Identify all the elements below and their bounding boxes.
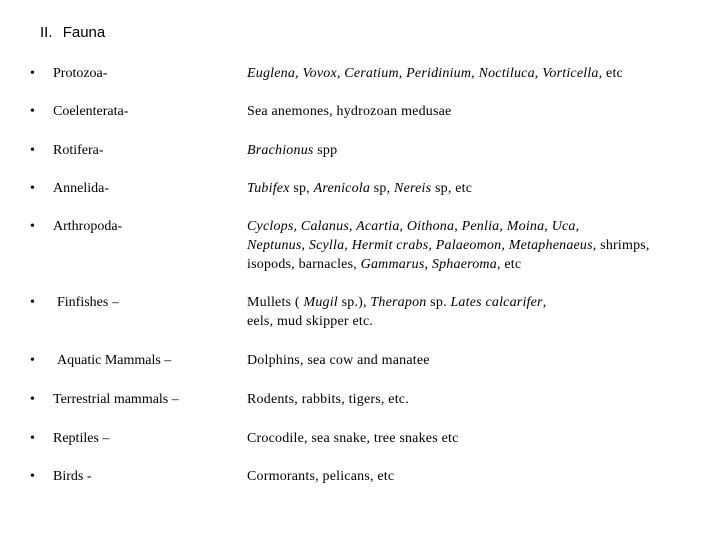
species-name: Lates calcarifer [450,295,543,310]
example-text: Sea anemones, hydrozoan medusae [247,104,452,119]
taxon-examples [247,390,707,409]
taxon-group: Coelenterata- [53,104,129,119]
example-line [247,255,707,274]
species-name: Sphaeroma [431,257,497,272]
species-name: Arenicola [313,181,371,196]
example-text: Cormorants, pelicans, etc [247,469,395,484]
taxon-examples [247,217,707,274]
example-line [247,429,707,448]
example-line [247,217,707,236]
example-line [247,102,707,121]
species-name: Cyclops, Calanus, Acartia, Oithona, Penlia, Moina, Uca, [247,219,580,234]
example-text: , [424,257,432,272]
taxon-group: Birds - [53,469,92,484]
species-name: Tubifex [247,181,290,196]
example-text: , etc [496,257,522,272]
bullet-icon: • [30,295,35,310]
taxon-group: Terrestrial mammals – [53,392,179,407]
taxon-group: Finfishes – [57,295,119,310]
example-text: , [542,295,547,310]
example-line [247,312,707,331]
species-name: Mugil [303,295,338,310]
example-text: sp, [289,181,314,196]
species-name: Nereis [394,181,432,196]
example-text: Mullets ( [247,295,304,310]
bullet-icon: • [30,392,35,407]
taxon-examples [247,64,707,83]
example-text: sp. [426,295,451,310]
example-text: eels, mud skipper etc. [247,314,374,329]
species-name: Euglena, Vovox, Ceratium, Peridinium, Noctiluca, Vorticella, [247,66,603,81]
section-title: Fauna [62,24,106,41]
taxon-group: Protozoa- [53,66,108,81]
taxon-examples [247,179,707,198]
taxon-examples [247,102,707,121]
example-text: etc [602,66,623,81]
taxon-examples [247,467,707,486]
example-line [247,64,707,83]
example-text: sp, [370,181,395,196]
bullet-icon: • [30,143,35,158]
bullet-icon: • [30,431,35,446]
species-name: Neptunus, Scylla, Hermit crabs, Palaeomon, Metaphenaeus, [247,238,597,253]
bullet-icon: • [30,181,35,196]
taxon-examples [247,293,707,331]
species-name: Gammarus [360,257,425,272]
bullet-icon: • [30,104,35,119]
taxon-group: Aquatic Mammals – [57,353,172,368]
taxon-group: Rotifera- [53,143,104,158]
section-number: II. [40,24,53,41]
example-line [247,179,707,198]
example-line [247,390,707,409]
bullet-icon: • [30,219,35,234]
example-line [247,293,707,312]
species-name: Therapon [370,295,427,310]
example-text: Rodents, rabbits, tigers, etc. [247,392,409,407]
example-text: Crocodile, sea snake, tree snakes etc [247,431,459,446]
taxon-group: Annelida- [53,181,109,196]
taxon-examples [247,141,707,160]
taxon-group: Reptiles – [53,431,110,446]
taxon-group: Arthropoda- [53,219,123,234]
section-heading [40,24,105,42]
taxon-examples [247,429,707,448]
example-text: sp, etc [431,181,473,196]
example-text: shrimps, [596,238,650,253]
example-text: sp.), [337,295,371,310]
example-text: isopods, barnacles, [247,257,361,272]
example-line [247,467,707,486]
example-line [247,141,707,160]
taxon-examples [247,351,707,370]
example-text: Dolphins, sea cow and manatee [247,353,430,368]
bullet-icon: • [30,353,35,368]
example-text: spp [313,143,338,158]
species-name: Brachionus [247,143,314,158]
bullet-icon: • [30,66,35,81]
example-line [247,351,707,370]
bullet-icon: • [30,469,35,484]
example-line [247,236,707,255]
